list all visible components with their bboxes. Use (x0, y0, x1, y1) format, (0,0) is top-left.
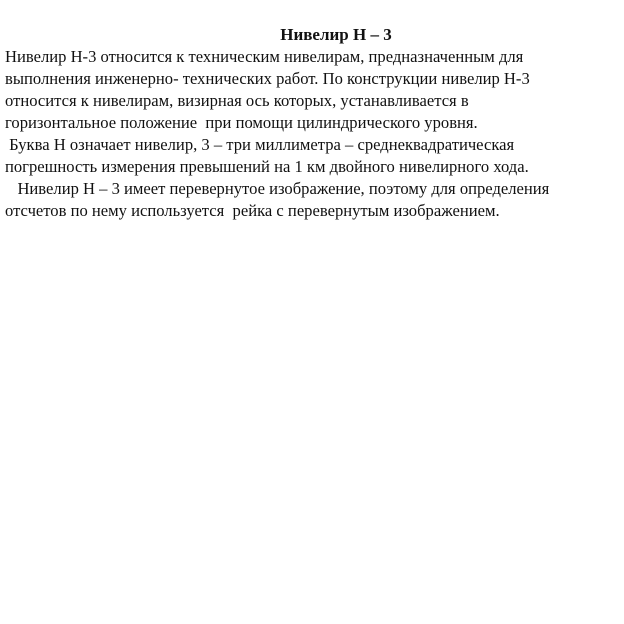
paragraph-line: Буква Н означает нивелир, 3 – три миллиметра – среднеквадратическая (5, 135, 515, 154)
paragraph-line: Нивелир Н – 3 имеет перевернутое изображение, поэтому для определения (5, 179, 550, 198)
paragraph-line: Нивелир Н-3 относится к техническим нивелирам, предназначенным для (5, 47, 524, 66)
paragraph-line: погрешность измерения превышений на 1 км двойного нивелирного хода. (5, 157, 529, 176)
paragraph-line: горизонтальное положение при помощи цилиндрического уровня. (5, 113, 478, 132)
document-title: Нивелир Н – 3 (280, 25, 392, 44)
paragraph-line: отсчетов по нему используется рейка с перевернутым изображением. (5, 201, 500, 220)
paragraph-line: выполнения инженерно- технических работ. По конструкции нивелир Н-3 (5, 69, 530, 88)
paragraph-line: относится к нивелирам, визирная ось которых, устанавливается в (5, 91, 469, 110)
document-body (5, 46, 620, 222)
